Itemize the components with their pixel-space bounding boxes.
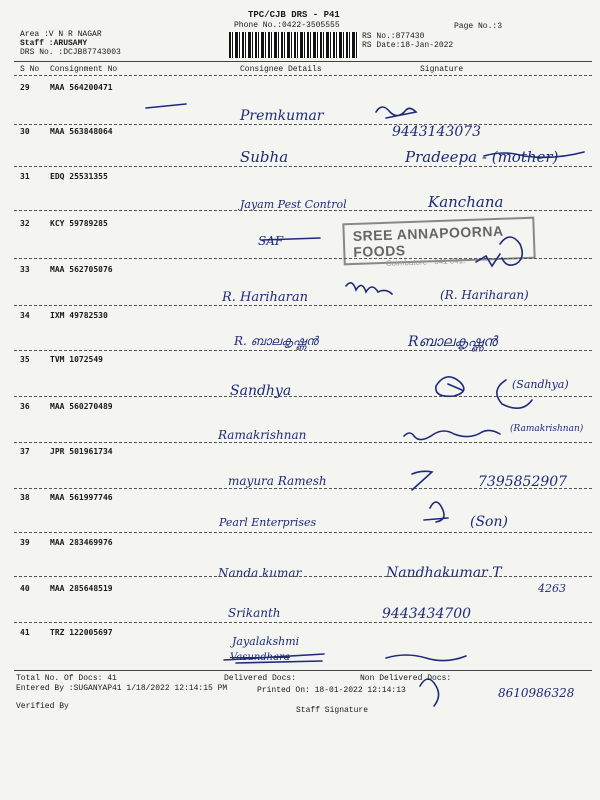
row-signature: (Son) [470, 514, 508, 530]
row-signature: (Ramakrishnan) [510, 424, 584, 434]
col-consignee: Consignee Details [240, 65, 322, 74]
row-consignment: MAA 283469976 [50, 538, 113, 547]
stamp-name: SREE ANNAPOORNA FOODS [352, 222, 504, 260]
row-consignment: KCY 59789285 [50, 219, 108, 228]
row-consignment: MAA 285648519 [50, 584, 113, 593]
row-consignee: Pearl Enterprises [219, 516, 317, 529]
signature-mark [404, 430, 500, 439]
row-consignee: SAF [258, 234, 284, 248]
row-consignment: MAA 564200471 [50, 83, 113, 92]
stamp-place: Coimbatore - 641 041. [385, 256, 466, 268]
row-sno: 31 [20, 172, 30, 181]
signature-mark [262, 238, 320, 240]
row-sno: 40 [20, 584, 30, 593]
col-consignment: Consignment No [50, 65, 118, 74]
row-consignment: JPR 501961734 [50, 447, 113, 456]
signature-mark [500, 237, 522, 265]
rs-date: RS Date:18-Jan-2022 [362, 41, 454, 50]
row-sno: 33 [20, 265, 30, 274]
row-sno: 37 [20, 447, 30, 456]
row-signature: 9443143073 [392, 124, 482, 140]
row-consignment: TVM 1072549 [50, 355, 103, 364]
row-consignee: R. Hariharan [222, 290, 308, 305]
signature-mark [376, 107, 416, 118]
row-signature: (R. Hariharan) [440, 288, 529, 302]
area-label: Area :V N R NAGAR [20, 30, 102, 39]
row-consignment: IXM 49782530 [50, 311, 108, 320]
entered-by: Entered By :SUGANYAP41 1/18/2022 12:14:15 PM [16, 684, 228, 693]
row-sno: 39 [20, 538, 30, 547]
staff-signature: Staff Signature [296, 706, 369, 715]
document-title: TPC/CJB DRS - P41 [248, 10, 340, 20]
row-signature: Nandhakumar T [386, 565, 502, 581]
row-sno: 29 [20, 83, 30, 92]
signature-mark [436, 377, 464, 396]
row-sno: 34 [20, 311, 30, 320]
rs-number: RS No.:877430 [362, 32, 425, 41]
row-signature: Kanchana [428, 193, 504, 211]
verified-by: Verified By [16, 702, 69, 711]
row-consignee: Subha [240, 148, 289, 166]
signature-mark [224, 654, 324, 663]
row-consignee: R. ബാലകൃഷ്ണൻ [234, 334, 318, 348]
signature-mark [497, 380, 532, 408]
row-signature: 9443434700 [382, 606, 472, 622]
signature-mark [386, 655, 466, 661]
non-delivered-docs: Non Delivered Docs: [360, 674, 452, 683]
signature-mark [484, 152, 584, 157]
row-consignee: Sandhya [230, 383, 292, 399]
row-sno: 30 [20, 127, 30, 136]
signature-mark [476, 254, 500, 266]
row-consignee: Ramakrishnan [218, 428, 307, 442]
row-consignee: Nanda kumar [218, 566, 302, 580]
row-sno: 38 [20, 493, 30, 502]
row-extra-number: 4263 [538, 582, 566, 595]
row-consignment: TRZ 122005697 [50, 628, 113, 637]
col-signature: Signature [420, 65, 464, 74]
row-consignee: Jayam Pest Control [240, 198, 347, 211]
row-sno: 35 [20, 355, 30, 364]
signature-mark [346, 283, 392, 294]
total-docs: Total No. Of Docs: 41 [16, 674, 117, 683]
signature-mark [146, 104, 186, 108]
row-signature: (Sandhya) [512, 378, 569, 391]
row-consignment: MAA 563848064 [50, 127, 113, 136]
row-consignment: EDQ 25531355 [50, 172, 108, 181]
row-consignee: Jayalakshmi [232, 635, 300, 648]
staff-label: Staff :ARUSAMY [20, 39, 88, 48]
row-strike-name: Vasundhara [230, 652, 290, 663]
row-sno: 41 [20, 628, 30, 637]
row-consignment: MAA 560270489 [50, 402, 113, 411]
page-number: Page No.:3 [454, 22, 503, 31]
signature-mark [412, 471, 432, 490]
phone-number: Phone No.:0422-3505555 [234, 21, 340, 30]
row-signature: Rബാലകൃഷ്ണൻ [408, 334, 498, 350]
row-sno: 32 [20, 219, 30, 228]
drs-number: DRS No. :DCJB87743003 [20, 48, 121, 57]
row-sno: 36 [20, 402, 30, 411]
signature-mark [420, 679, 439, 706]
row-consignee: Srikanth [228, 606, 281, 620]
signature-mark [424, 502, 448, 522]
printed-on: Printed On: 18-01-2022 12:14:13 [257, 686, 406, 695]
row-signature: 7395852907 [478, 474, 568, 490]
row-consignee: mayura Ramesh [228, 474, 327, 488]
row-consignment: MAA 562705076 [50, 265, 113, 274]
row-consignment: MAA 561997746 [50, 493, 113, 502]
delivered-docs: Delivered Docs: [224, 674, 297, 683]
row-signature: Pradeepa - (mother) [405, 148, 559, 166]
row-consignee: Premkumar [240, 108, 324, 124]
col-sno: S No [20, 65, 40, 74]
row-signature: 8610986328 [498, 686, 575, 700]
